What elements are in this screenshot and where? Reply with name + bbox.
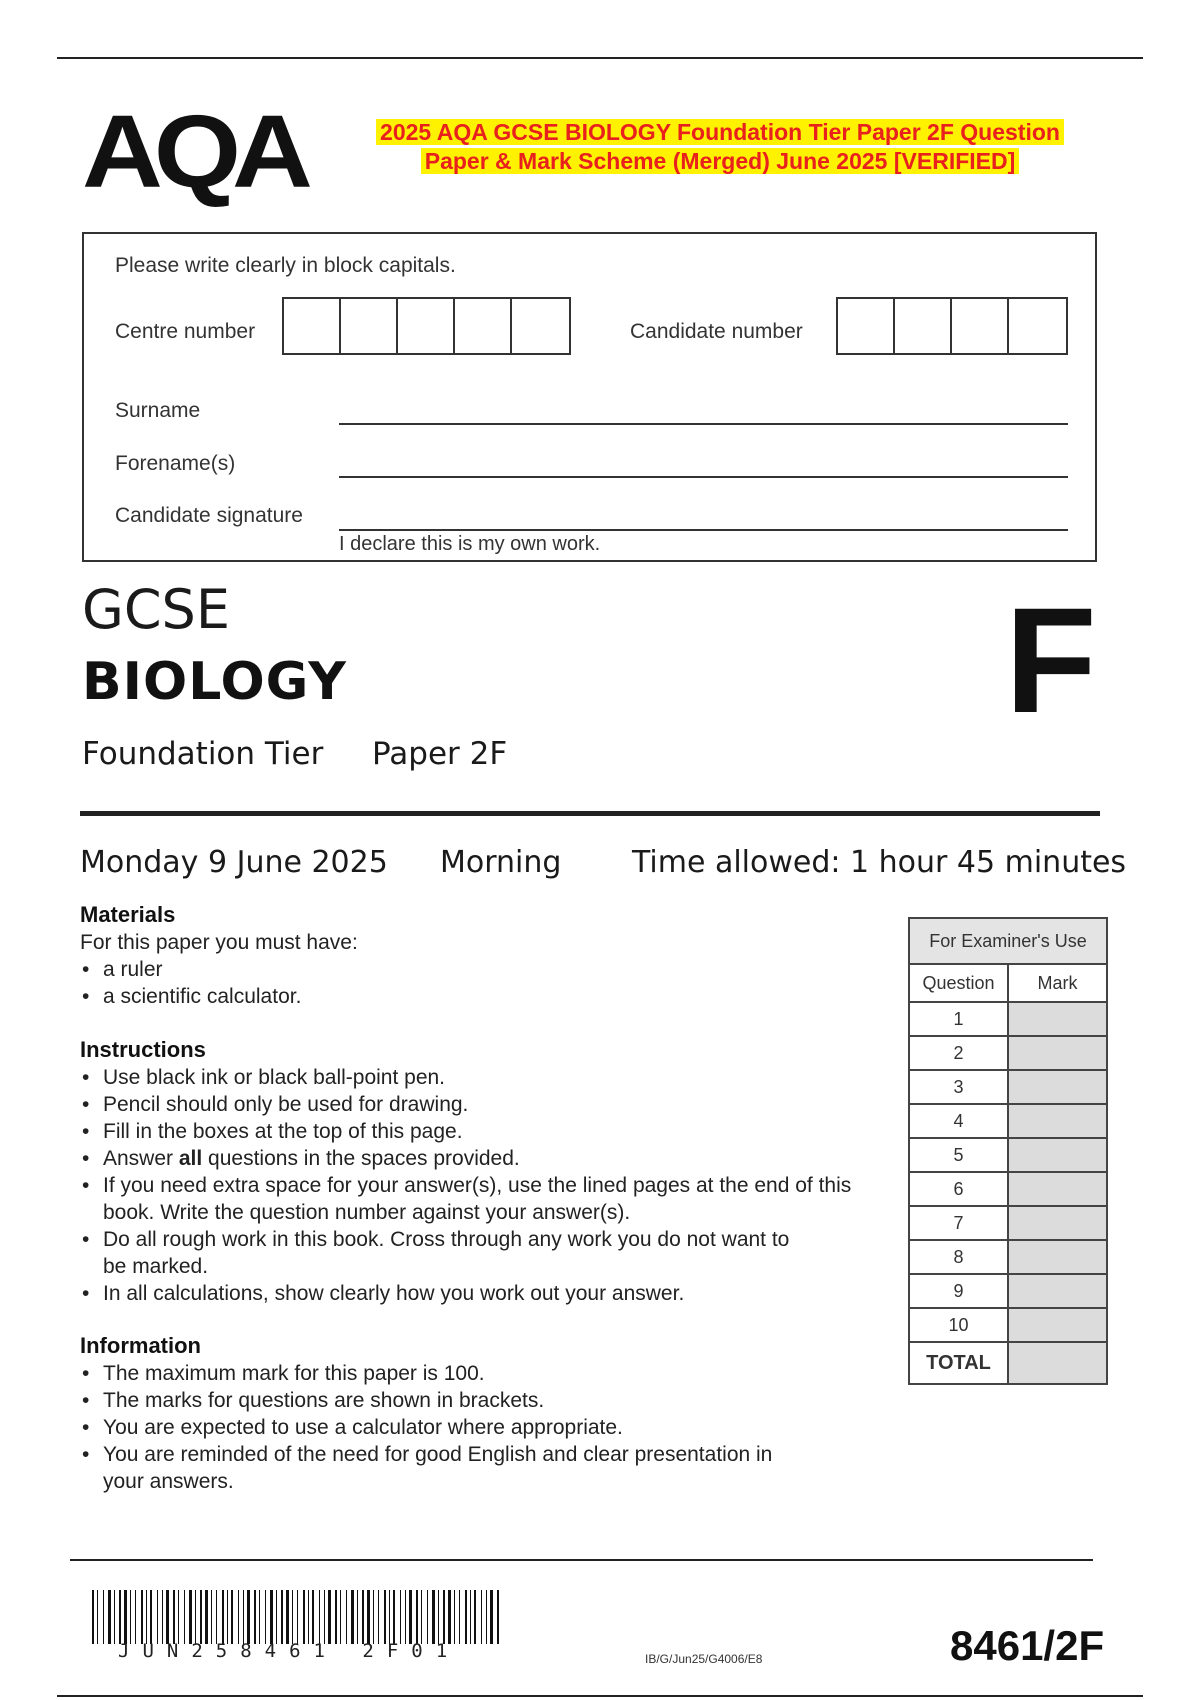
barcode-bar [312,1590,314,1644]
mark-cell [1008,1206,1107,1240]
barcode-text: JUN258461 2F01 [118,1640,461,1662]
mark-cell [1008,1138,1107,1172]
question-number: 1 [909,1002,1008,1036]
barcode-bar [459,1590,460,1644]
barcode-bar [119,1590,121,1644]
surname-field[interactable] [339,423,1068,425]
list-item: • In all calculations, show clearly how you work out your answer. [80,1280,860,1307]
list-item: • The maximum mark for this paper is 100. [80,1360,820,1387]
mark-cell [1008,1070,1107,1104]
list-item: • If you need extra space for your answer(s), use the lined pages at the end of this book. Write the question number against your answer(s). [80,1172,860,1226]
examiner-use-table [908,917,1108,1385]
barcode-bar [276,1590,277,1644]
barcode-bar [389,1590,390,1644]
barcode-bar [384,1590,386,1644]
tier-label: Foundation Tier [82,736,324,772]
information-heading: Information [80,1333,201,1358]
mark-cell [1008,1308,1107,1342]
barcode-bar [405,1590,406,1644]
list-item: • a scientific calculator. [80,983,800,1010]
centre-number-digit[interactable] [512,299,569,353]
question-number: 3 [909,1070,1008,1104]
barcode-bar [454,1590,455,1644]
barcode-bar [340,1590,341,1644]
list-item: • Pencil should only be used for drawing. [80,1091,860,1118]
top-rule [57,57,1143,59]
barcode-bar [150,1590,152,1644]
barcode-bar [178,1590,179,1644]
table-row [909,1206,1107,1240]
barcode-bar [292,1590,293,1644]
question-number: 10 [909,1308,1008,1342]
total-label: TOTAL [909,1342,1008,1384]
materials-list [80,956,800,1010]
signature-field[interactable] [339,529,1068,531]
total-mark-cell [1008,1342,1107,1384]
question-number: 4 [909,1104,1008,1138]
banner-line-1: 2025 AQA GCSE BIOLOGY Foundation Tier Paper 2F Question [376,119,1064,145]
signature-label: Candidate signature [115,504,303,527]
barcode-bar [286,1590,289,1644]
barcode-bar [324,1590,325,1644]
barcode-bar [92,1590,94,1644]
barcode-bar [200,1590,202,1644]
barcode [90,1590,502,1644]
centre-number-boxes [282,297,571,355]
barcode-bar [357,1590,358,1644]
block-capitals-instruction: Please write clearly in block capitals. [115,254,456,277]
materials-heading: Materials [80,902,176,927]
barcode-bar [378,1590,379,1644]
candidate-number-boxes [836,297,1068,355]
table-row [909,1240,1107,1274]
time-allowed: Time allowed: 1 hour 45 minutes [632,845,1127,880]
list-item: • The marks for questions are shown in brackets. [80,1387,820,1414]
table-row [909,1002,1107,1036]
barcode-bar [409,1590,412,1644]
paper-code: 8461/2F [950,1622,1105,1669]
list-item [80,1145,860,1172]
barcode-bar [474,1590,476,1644]
exam-date: Monday 9 June 2025 [80,845,388,880]
table-row [909,1308,1107,1342]
table-row [909,1070,1107,1104]
barcode-bar [173,1590,175,1644]
title-divider [80,811,1100,816]
barcode-bar [490,1590,493,1644]
barcode-bar [162,1590,163,1644]
surname-label: Surname [115,399,201,422]
barcode-bar [265,1590,266,1644]
barcode-bar [427,1590,428,1644]
forename-field[interactable] [339,476,1068,478]
materials-section [80,901,800,1010]
barcode-bar [157,1590,158,1644]
barcode-bar [130,1590,131,1644]
footer-rule [70,1559,1093,1561]
information-section [80,1332,820,1495]
table-row [909,1274,1107,1308]
aqa-logo: AQA [82,93,304,209]
barcode-bar [448,1590,451,1644]
list-item: • Do all rough work in this book. Cross through any work you do not want to be marked. [80,1226,808,1280]
document-reference: IB/G/Jun25/G4006/E8 [645,1652,763,1666]
barcode-bar [216,1590,217,1644]
subject-title: BIOLOGY [82,652,347,712]
banner-line-2: Paper & Mark Scheme (Merged) June 2025 [VERIFIED] [421,148,1020,174]
candidate-number-digit[interactable] [1009,299,1066,353]
barcode-bar [281,1590,283,1644]
forename-label: Forename(s) [115,452,236,475]
mark-cell [1008,1036,1107,1070]
barcode-bar [184,1590,185,1644]
barcode-bar [135,1590,136,1644]
barcode-bar [335,1590,337,1644]
paper-label: Paper 2F [372,736,508,772]
barcode-bar [421,1590,422,1644]
mark-column-header: Mark [1008,964,1107,1002]
exam-session: Morning [440,845,562,880]
examiner-table-title: For Examiner's Use [909,918,1107,964]
question-column-header: Question [909,964,1008,1002]
barcode-bar [486,1590,487,1644]
barcode-bar [259,1590,260,1644]
mark-cell [1008,1172,1107,1206]
barcode-bar [254,1590,256,1644]
list-item: • You are expected to use a calculator where appropriate. [80,1414,820,1441]
candidate-number-digit[interactable] [895,299,952,353]
barcode-bar [351,1590,354,1644]
candidate-number-label: Candidate number [630,320,803,343]
barcode-bar [141,1590,143,1644]
candidate-details-box [82,232,1097,562]
barcode-bar [195,1590,196,1644]
barcode-bar [303,1590,305,1644]
bottom-rule [57,1695,1143,1697]
mark-cell [1008,1274,1107,1308]
list-item: • a ruler [80,956,800,983]
barcode-bar [393,1590,395,1644]
barcode-bar [367,1590,370,1644]
barcode-bar [222,1590,224,1644]
barcode-bar [465,1590,467,1644]
barcode-bar [146,1590,147,1644]
barcode-bar [247,1590,250,1644]
question-number: 6 [909,1172,1008,1206]
barcode-bar [205,1590,208,1644]
barcode-bar [308,1590,309,1644]
barcode-bar [373,1590,374,1644]
instructions-list [80,1064,860,1307]
declaration-text: I declare this is my own work. [339,533,601,555]
mark-cell [1008,1240,1107,1274]
total-row [909,1342,1107,1384]
candidate-number-digit[interactable] [952,299,1009,353]
question-number: 9 [909,1274,1008,1308]
barcode-bar [124,1590,127,1644]
question-number: 8 [909,1240,1008,1274]
question-number: 5 [909,1138,1008,1172]
barcode-bar [432,1590,435,1644]
table-row [909,1138,1107,1172]
title-banner [355,118,1085,176]
barcode-bar [346,1590,347,1644]
barcode-bar [297,1590,298,1644]
barcode-bar [362,1590,364,1644]
mark-cell [1008,1104,1107,1138]
barcode-bar [189,1590,192,1644]
table-row [909,1036,1107,1070]
centre-number-digit[interactable] [284,299,341,353]
barcode-bar [243,1590,244,1644]
tier-letter: F [1005,576,1097,744]
answer-text-after: questions in the spaces provided. [202,1147,520,1170]
table-row [909,1104,1107,1138]
list-item: • You are reminded of the need for good English and clear presentation in your answers. [80,1441,803,1495]
candidate-number-digit[interactable] [838,299,895,353]
barcode-bar [270,1590,273,1644]
barcode-bar [97,1590,98,1644]
barcode-bar [470,1590,471,1644]
barcode-bar [438,1590,439,1644]
list-item: • Use black ink or black ball-point pen. [80,1064,860,1091]
list-item: • Fill in the boxes at the top of this page. [80,1118,860,1145]
instructions-section [80,1036,860,1307]
barcode-bar [166,1590,169,1644]
question-number: 7 [909,1206,1008,1240]
centre-number-digit[interactable] [455,299,512,353]
answer-text-before: Answer [103,1147,179,1170]
centre-number-label: Centre number [115,320,256,343]
barcode-bar [481,1590,482,1644]
barcode-bar [497,1590,499,1644]
barcode-bar [227,1590,228,1644]
barcode-bar [400,1590,401,1644]
barcode-bar [416,1590,418,1644]
barcode-bar [328,1590,331,1644]
mark-cell [1008,1002,1107,1036]
barcode-bar [238,1590,239,1644]
qualification-title: GCSE [82,578,230,641]
barcode-bar [211,1590,212,1644]
barcode-bar [103,1590,104,1644]
barcode-bar [443,1590,445,1644]
barcode-bar [114,1590,115,1644]
instructions-heading: Instructions [80,1037,206,1062]
information-list [80,1360,820,1495]
centre-number-digit[interactable] [341,299,398,353]
materials-intro: For this paper you must have: [80,931,358,954]
table-row [909,1172,1107,1206]
centre-number-digit[interactable] [398,299,455,353]
barcode-bar [319,1590,320,1644]
barcode-bar [108,1590,111,1644]
question-number: 2 [909,1036,1008,1070]
answer-text-bold: all [178,1147,203,1170]
barcode-bar [231,1590,233,1644]
